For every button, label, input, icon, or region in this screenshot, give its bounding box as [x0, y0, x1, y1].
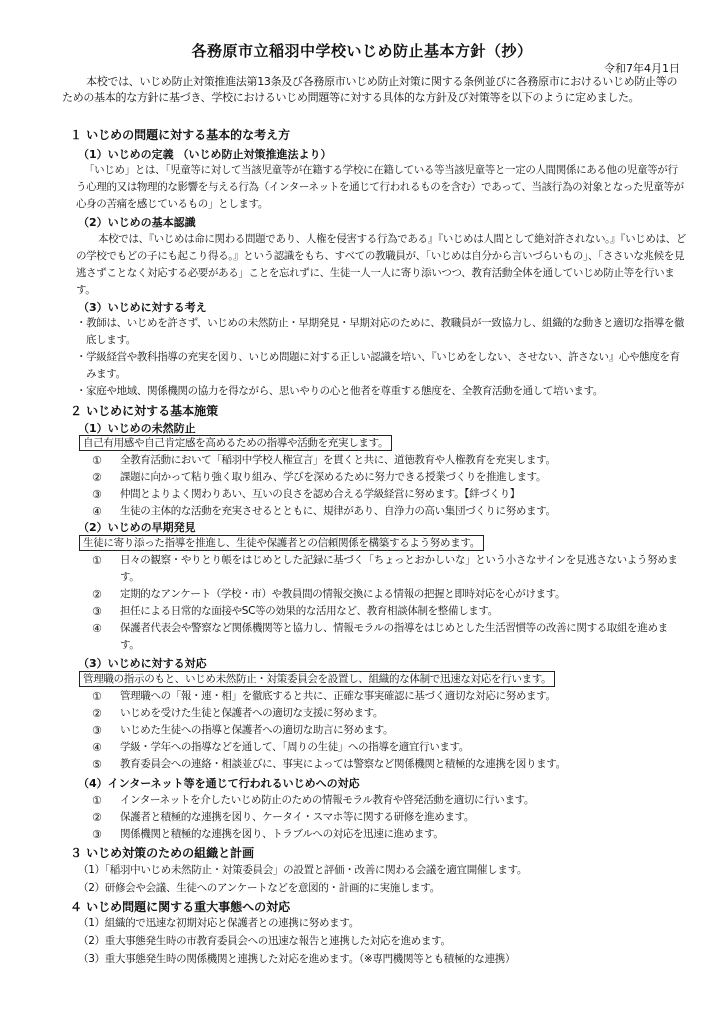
item-text: いじめを受けた生徒と保護者への適切な支援に努めます。 [120, 707, 384, 719]
section-4-line: （2）重大事態発生時の市教育委員会への迅速な報告と連携した対応を進めます。 [78, 935, 451, 947]
item-text: 生徒の主体的な活動を充実させるとともに、規律があり、自浄力の高い集団づくりに努めます。 [120, 505, 556, 517]
section-1-2-heading: （2）いじめの基本認識 [78, 216, 196, 229]
list-item [92, 486, 686, 503]
item-text: 管理職への「報・連・相」を徹底すると共に、正確な事実確認に基づく適切な対応に努めます。 [120, 690, 556, 702]
list-item [92, 756, 686, 773]
item-number: ② [92, 588, 102, 601]
item-text: 保護者代表会や警察など関係機関等と協力し、情報モラルの指導をはじめとした生活習慣等の改善に関する取組を進めます。 [120, 622, 668, 651]
list-item [92, 452, 686, 469]
item-text: 教育委員会への連絡・相談並びに、事実によっては警察など関係機関と積極的な連携を図ります。 [120, 758, 566, 770]
list-item [92, 792, 686, 809]
item-number: ① [92, 554, 102, 567]
section-1-3-bullet: ・学級経営や教科指導の充実を図り、いじめ問題に対する正しい認識を培い、『いじめをしない、させない、許さない』心や態度を育みます。 [76, 351, 680, 380]
section-2-1-heading: （1）いじめの未然防止 [78, 422, 196, 435]
section-2-2-heading: （2）いじめの早期発見 [78, 521, 196, 534]
item-text: 学級・学年への指導などを通して、「周りの生徒」への指導を適宜行います。 [120, 741, 469, 753]
item-text: 全教育活動において「稲羽中学校人権宣言」を貫くと共に、道徳教育や人権教育を充実します。 [120, 454, 556, 466]
section-1-1-heading: （1）いじめの定義 （いじめ防止対策推進法より） [78, 148, 332, 161]
section-1-1-text: 「いじめ」とは、「児童等に対して当該児童等が在籍する学校に在籍している等当該児童等と一定の人間関係にある他の児童等が行う心理的又は物理的な影響を与える行為（インターネットを通じて行われるものを含む）であって、当該行為の対象となった児童等が心身の苦痛を感じているもの」とします。 [76, 164, 684, 210]
section-4-line: （1）組織的で迅速な初期対応と保護者との連携に努めます。 [78, 917, 359, 929]
item-text: いじめた生徒への指導と保護者への適切な助言に努めます。 [120, 724, 394, 736]
item-number: ③ [92, 828, 102, 841]
section-1-heading: １ いじめの問題に対する基本的な考え方 [70, 128, 291, 142]
list-item [92, 620, 686, 654]
section-3-line: （2）研修会や会議、生徒へのアンケートなどを意図的・計画的に実施します。 [78, 882, 440, 894]
section-1-3-bullet: ・教師は、いじめを許さず、いじめの未然防止・早期発見・早期対応のために、教職員が一致協力し、組織的な動きと適切な指導を徹底します。 [76, 317, 685, 346]
section-3-heading: ３ いじめ対策のための組織と計画 [70, 846, 255, 860]
section-2-1-boxed-goal: 自己有用感や自己肯定感を高めるための指導や活動を充実します。 [79, 435, 392, 451]
list-item [92, 826, 686, 843]
item-number: ③ [92, 724, 102, 737]
section-4-heading: ４ いじめ問題に関する重大事態への対応 [70, 900, 291, 914]
section-2-3-boxed-goal: 管理職の指示のもと、いじめ未然防止・対策委員会を設置し、組織的な体制で迅速な対応を行います。 [79, 671, 555, 687]
section-1-3-bullet: ・家庭や地域、関係機関の協力を得ながら、思いやりの心と他者を尊重する態度を、全教育活動を通して培います。 [76, 385, 603, 397]
list-item [92, 503, 686, 520]
intro-paragraph: 本校では、いじめ防止対策推進法第13条及び各務原市いじめ防止対策に関する条例並びに各務原市におけるいじめ防止等のための基本的な方針に基づき、学校におけるいじめ問題等に対する具体的な方針及び対策等を以下のように定めました。 [62, 75, 678, 104]
item-text: 担任による日常的な面接やSC等の効果的な活用など、教育相談体制を整備します。 [120, 605, 498, 617]
list-item [92, 705, 686, 722]
item-number: ① [92, 794, 102, 807]
list-item [92, 469, 686, 486]
list-item [92, 688, 686, 705]
section-2-4-heading: （4）インターネット等を通じて行われるいじめへの対応 [78, 777, 360, 790]
item-text: 課題に向かって粘り強く取り組み、学びを深めるために努力できる授業づくりを推進します。 [120, 471, 547, 483]
item-text: 定期的なアンケート（学校・市）や教員間の情報交換による情報の把握と即時対応を心がけます。 [120, 588, 566, 600]
document-date: 令和7年4月1日 [604, 62, 680, 75]
section-2-2-boxed-goal: 生徒に寄り添った指導を推進し、生徒や保護者との信頼関係を構築するよう努めます。 [79, 535, 484, 551]
item-text: インターネットを介したいじめ防止のための情報モラル教育や啓発活動を適切に行います。 [120, 794, 535, 806]
section-2-heading: ２ いじめに対する基本施策 [70, 404, 219, 418]
item-number: ④ [92, 622, 102, 635]
item-text: 仲間とよりよく関わりあい、互いの良さを認め合える学級経営に努めます。【絆づくり】 [120, 488, 520, 500]
item-number: ⑤ [92, 758, 102, 771]
section-3-line: （1）「稲羽中いじめ未然防止・対策委員会」の設置と評価・改善に関わる会議を適宜開催します。 [78, 864, 528, 876]
list-item [92, 739, 686, 756]
list-item [92, 603, 686, 620]
item-number: ④ [92, 741, 102, 754]
list-item [92, 809, 686, 826]
item-number: ③ [92, 488, 102, 501]
section-4-line: （3）重大事態発生時の関係機関と連携した対応を進めます。（※専門機関等とも積極的な連携） [78, 953, 516, 965]
list-item [92, 586, 686, 603]
item-number: ④ [92, 505, 102, 518]
item-number: ② [92, 811, 102, 824]
item-number: ③ [92, 605, 102, 618]
section-2-3-heading: （3）いじめに対する対応 [78, 657, 207, 670]
item-text: 保護者と積極的な連携を図り、ケータイ・スマホ等に関する研修を進めます。 [120, 811, 474, 823]
item-number: ① [92, 690, 102, 703]
list-item [92, 552, 686, 586]
item-text: 日々の観察・やりとり帳をはじめとした記録に基づく「ちょっとおかしいな」という小さなサインを見逃さないよう努めます。 [120, 554, 678, 583]
section-1-3-heading: （3）いじめに対する考え [78, 301, 207, 314]
item-text: 関係機関と積極的な連携を図り、トラブルへの対応を迅速に進めます。 [120, 828, 444, 840]
item-number: ① [92, 454, 102, 467]
section-1-2-text: 本校では、『いじめは命に関わる問題であり、人権を侵害する行為である』『いじめは人間として絶対許されない。』『いじめは、どの学校でもどの子にも起こり得る。』という認識をもち、すべての教職員が、「いじめは自分から言いづらいもの」、「ささいな兆候を見逃さずことなく対応する必要がある」ことを忘れずに、生徒一人一人に寄り添いつつ、教育活動全体を通していじめ防止等を行います。 [76, 233, 686, 296]
document-title: 各務原市立稲羽中学校いじめ防止基本方針（抄） [191, 42, 533, 60]
list-item [92, 722, 686, 739]
item-number: ② [92, 707, 102, 720]
item-number: ② [92, 471, 102, 484]
